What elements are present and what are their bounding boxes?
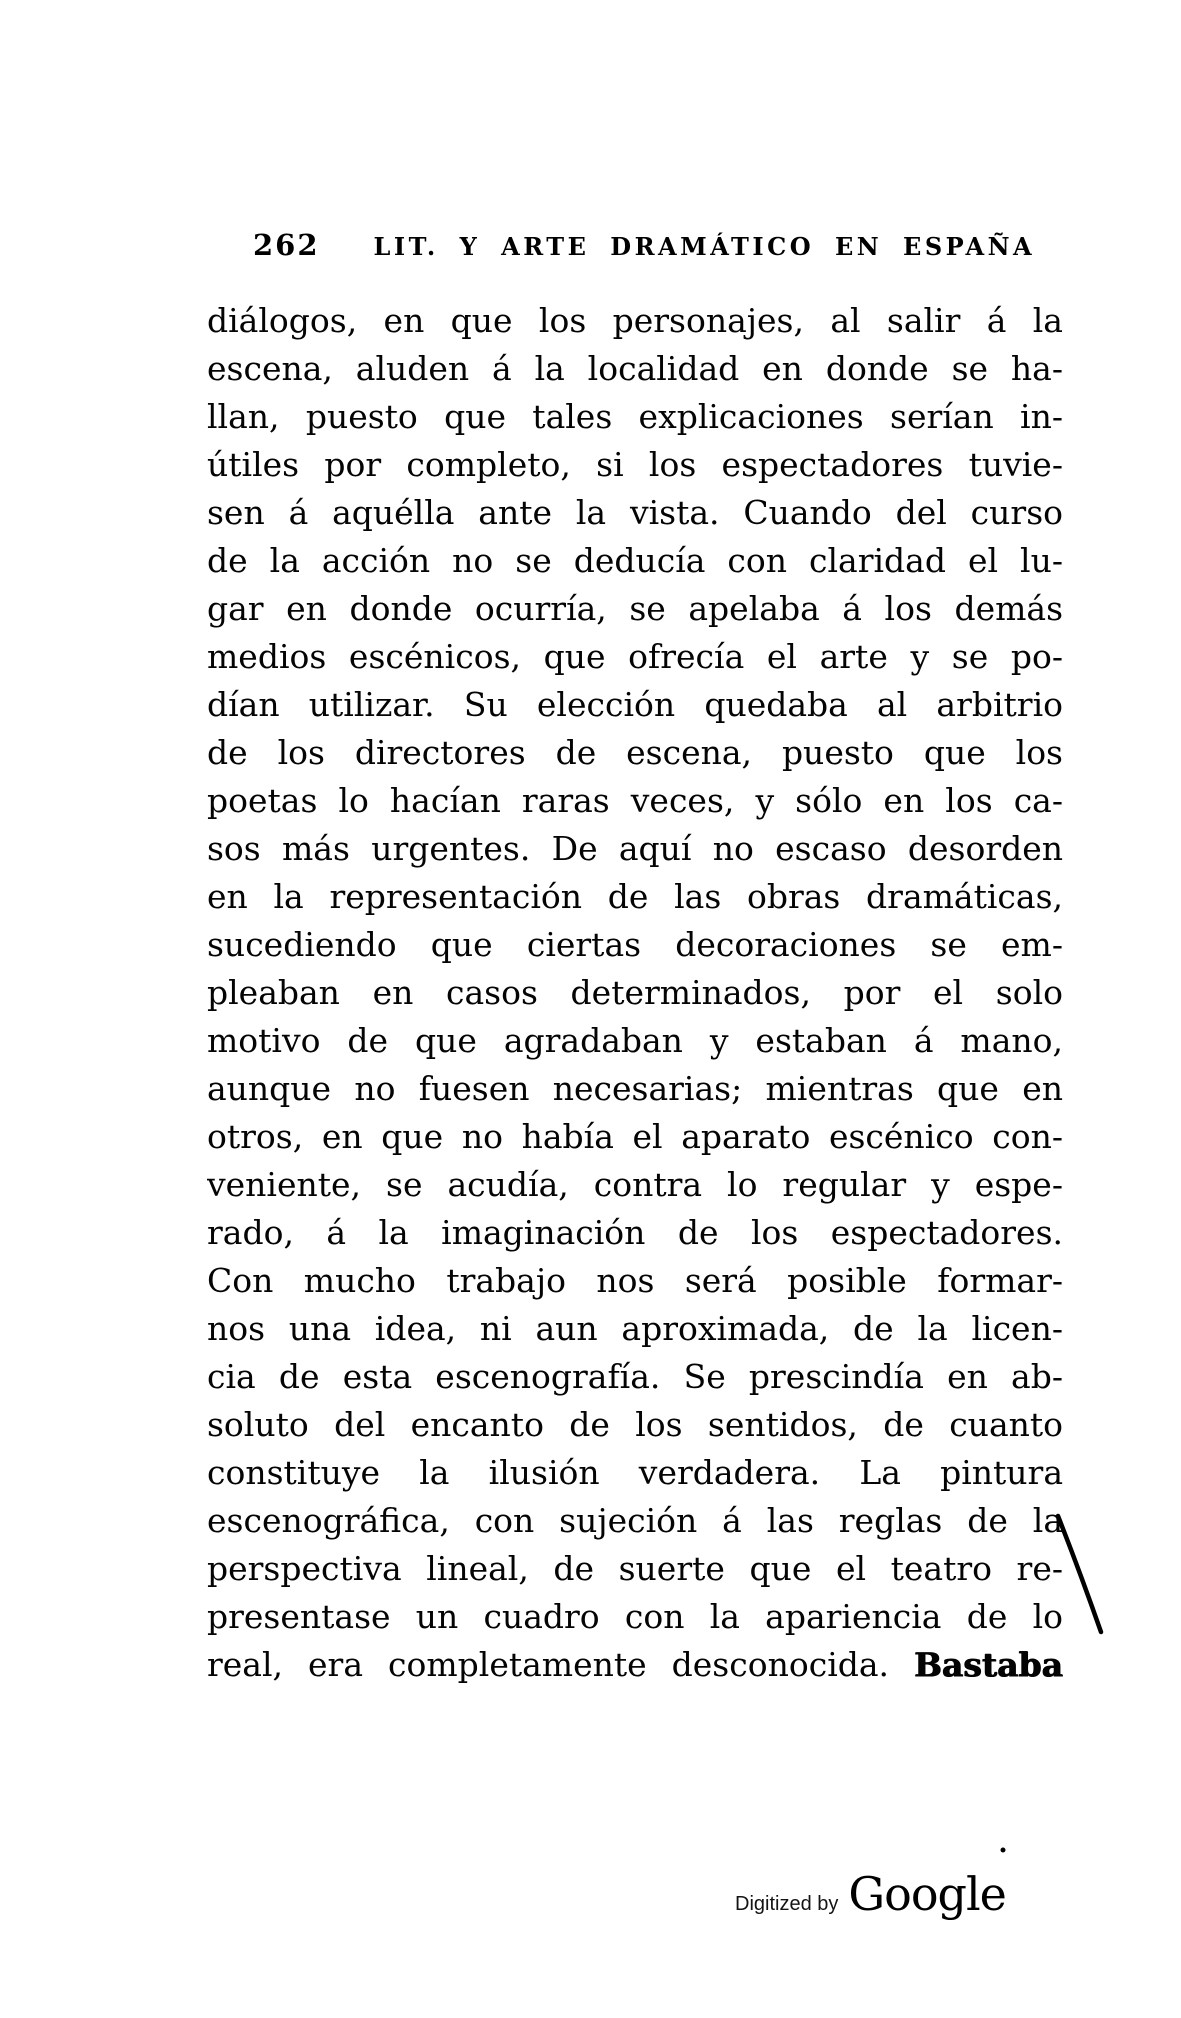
page-number: 262	[253, 228, 320, 262]
google-logo: Google	[848, 1867, 1006, 1921]
digitized-by-label: Digitized by	[735, 1893, 839, 1915]
text-line: sos más urgentes. De aquí no escaso desorden	[207, 829, 1063, 868]
text-line: poetas lo hacían raras veces, y sólo en los ca-	[207, 781, 1063, 820]
text-line: útiles por completo, si los espectadores tuvie-	[207, 445, 1063, 484]
text-line: nos una idea, ni aun aproximada, de la licen-	[207, 1309, 1063, 1348]
diagonal-ink-stroke	[1058, 1516, 1101, 1632]
text-line: otros, en que no había el aparato escénico con-	[207, 1117, 1063, 1156]
text-line: pleaban en casos determinados, por el solo	[207, 973, 1063, 1012]
text-line: diálogos, en que los personajes, al salir á la	[207, 301, 1063, 340]
text-line: veniente, se acudía, contra lo regular y espe-	[207, 1165, 1063, 1204]
text-line: escena, aluden á la localidad en donde se ha-	[207, 349, 1063, 388]
text-line: llan, puesto que tales explicaciones serían in-	[207, 397, 1063, 436]
digitization-watermark	[735, 1867, 1006, 1921]
text-line: gar en donde ocurría, se apelaba á los demás	[207, 589, 1063, 628]
text-line: en la representación de las obras dramáticas,	[207, 877, 1063, 916]
running-title: LIT. Y ARTE DRAMÁTICO EN ESPAÑA	[373, 232, 1036, 261]
text-line: sucediendo que ciertas decoraciones se em-	[207, 925, 1063, 964]
text-line: Con mucho trabajo nos será posible formar-	[207, 1261, 1063, 1300]
ink-dot	[1001, 1848, 1006, 1853]
last-line-text: real, era completamente desconocida.	[207, 1645, 890, 1684]
text-line: sen á aquélla ante la vista. Cuando del curso	[207, 493, 1063, 532]
running-head	[253, 228, 1035, 262]
text-line: aunque no fuesen necesarias; mientras que en	[207, 1069, 1063, 1108]
text-line: constituye la ilusión verdadera. La pintura	[207, 1453, 1063, 1492]
text-line: de la acción no se deducía con claridad el lu-	[207, 541, 1063, 580]
text-line: soluto del encanto de los sentidos, de cuanto	[207, 1405, 1063, 1444]
text-line: escenográfica, con sujeción á las reglas de la	[207, 1501, 1063, 1540]
text-line: dían utilizar. Su elección quedaba al arbitrio	[207, 685, 1063, 724]
body-text-block	[207, 297, 1063, 1689]
text-line: perspectiva lineal, de suerte que el teatro re-	[207, 1549, 1063, 1588]
smudged-word: Bastaba	[914, 1645, 1063, 1684]
text-line: de los directores de escena, puesto que los	[207, 733, 1063, 772]
text-line: cia de esta escenografía. Se prescindía en ab-	[207, 1357, 1063, 1396]
text-line-last	[207, 1641, 1063, 1689]
text-line: rado, á la imaginación de los espectadores.	[207, 1213, 1063, 1252]
text-line: medios escénicos, que ofrecía el arte y se po-	[207, 637, 1063, 676]
text-line: motivo de que agradaban y estaban á mano,	[207, 1021, 1063, 1060]
text-line: presentase un cuadro con la apariencia de lo	[207, 1597, 1063, 1636]
